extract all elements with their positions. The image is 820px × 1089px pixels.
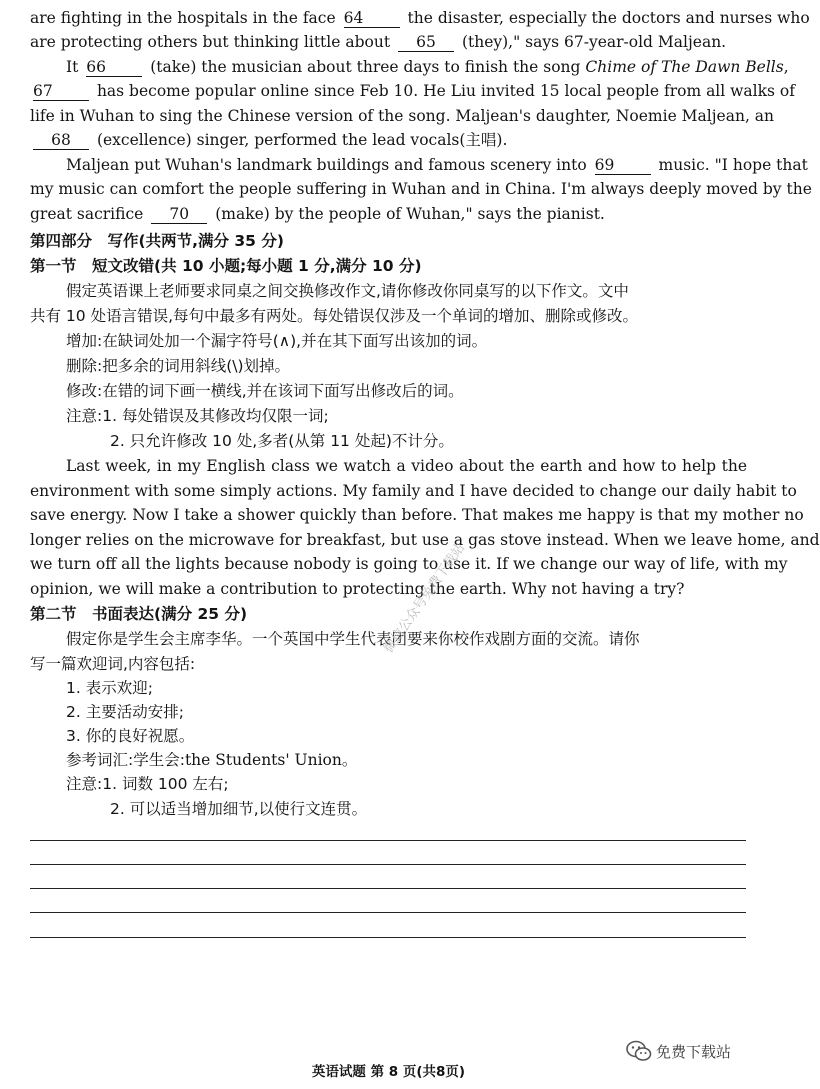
song-title: Chime of The Dawn Bells — [585, 58, 784, 76]
answer-line — [30, 840, 746, 841]
rule-add: 增加:在缺词处加一个漏字符号(∧),并在其下面写出该加的词。 — [66, 332, 488, 350]
blank-68: 68 — [33, 131, 89, 150]
part4-heading: 第四部分 写作(共两节,满分 35 分) — [30, 232, 284, 250]
passage-line-2: are protecting others but thinking little about 65 (they)," says 67-year-old Maljean. — [30, 33, 727, 51]
blank-70: 70 — [151, 205, 207, 224]
passage-line-6: 68 (excellence) singer, performed the lead vocals(主唱). — [30, 128, 747, 152]
answer-line — [30, 937, 746, 938]
content-item-2: 2. 主要活动安排; — [66, 703, 184, 721]
section2-note-2: 2. 可以适当增加细节,以使行文连贯。 — [110, 800, 368, 818]
section2-title: 第二节 书面表达(满分 25 分) — [30, 605, 248, 623]
note-1: 注意:1. 每处错误及其修改均仅限一词; — [66, 407, 329, 425]
passage-line-7: Maljean put Wuhan's landmark buildings and famous scenery into 69 music. "I hope that — [66, 156, 808, 174]
essay-line-1: Last week, in my English class we watch a video about the earth and how to help the — [66, 457, 747, 475]
blank-65: 65 — [398, 33, 454, 52]
answer-line — [30, 864, 746, 865]
content-item-3: 3. 你的良好祝愿。 — [66, 727, 195, 745]
blank-69: 69 — [595, 156, 651, 175]
rule-delete: 删除:把多余的词用斜线(\)划掉。 — [66, 357, 291, 375]
vocab-hint: 参考词汇:学生会:the Students' Union。 — [66, 751, 358, 769]
passage-line-8: my music can comfort the people suffering in Wuhan and in China. I'm always deeply moved by the — [30, 180, 812, 198]
answer-line — [30, 888, 746, 889]
wechat-icon — [626, 1040, 652, 1062]
rule-modify: 修改:在错的词下画一横线,并在该词下面写出修改后的词。 — [66, 382, 464, 400]
note-2: 2. 只允许修改 10 处,多者(从第 11 处起)不计分。 — [110, 432, 454, 450]
essay-line-5: we turn off all the lights because nobody is going to use it. If we change our way of life, with my — [30, 555, 788, 573]
badge-label: 免费下载站 — [656, 1042, 732, 1061]
essay-line-4: longer relies on the microwave for breakfast, but use a gas stove instead. When we leave home, and — [30, 531, 820, 549]
page-footer: 英语试题 第 8 页(共8页) — [311, 1064, 466, 1080]
section2-instruction-2: 写一篇欢迎词,内容包括: — [30, 655, 196, 673]
passage-line-1: are fighting in the hospitals in the face 64 the disaster, especially the doctors and nurses who — [30, 9, 810, 27]
blank-64: 64 — [344, 9, 400, 28]
answer-line — [30, 912, 746, 913]
section1-instruction-1: 假定英语课上老师要求同桌之间交换修改作文,请你修改你同桌写的以下作文。文中 — [66, 282, 629, 300]
vocab-term: the Students' Union — [184, 751, 342, 769]
section1-title: 第一节 短文改错(共 10 小题;每小题 1 分,满分 10 分) — [30, 257, 422, 275]
watermark: 微信公众号免费下载站 — [381, 540, 469, 656]
essay-line-6: opinion, we will make a contribution to protecting the earth. Why not having a try? — [30, 580, 685, 598]
passage-line-4: 67 has become popular online since Feb 10. He Liu invited 15 local people from all walks of — [33, 82, 795, 100]
passage-line-5: life in Wuhan to sing the Chinese version of the song. Maljean's daughter, Noemie Maljean, an — [30, 107, 775, 125]
blank-66: 66 — [86, 58, 142, 77]
section1-instruction-2: 共有 10 处语言错误,每句中最多有两处。每处错误仅涉及一个单词的增加、删除或修改。 — [30, 307, 639, 325]
essay-line-2: environment with some simply actions. My family and I have decided to change our daily habit to — [30, 482, 797, 500]
content-item-1: 1. 表示欢迎; — [66, 679, 153, 697]
section2-instruction-1: 假定你是学生会主席李华。一个英国中学生代表团要来你校作戏剧方面的交流。请你 — [66, 630, 640, 648]
passage-line-3: It 66 (take) the musician about three days to finish the song Chime of The Dawn Bells, — [66, 58, 789, 76]
blank-67: 67 — [33, 82, 89, 101]
section2-note-1: 注意:1. 词数 100 左右; — [66, 775, 229, 793]
essay-line-3: save energy. Now I take a shower quickly than before. That makes me happy is that my mother no — [30, 506, 804, 524]
passage-line-9: great sacrifice 70 (make) by the people of Wuhan," says the pianist. — [30, 205, 605, 223]
wechat-badge — [626, 1040, 731, 1062]
